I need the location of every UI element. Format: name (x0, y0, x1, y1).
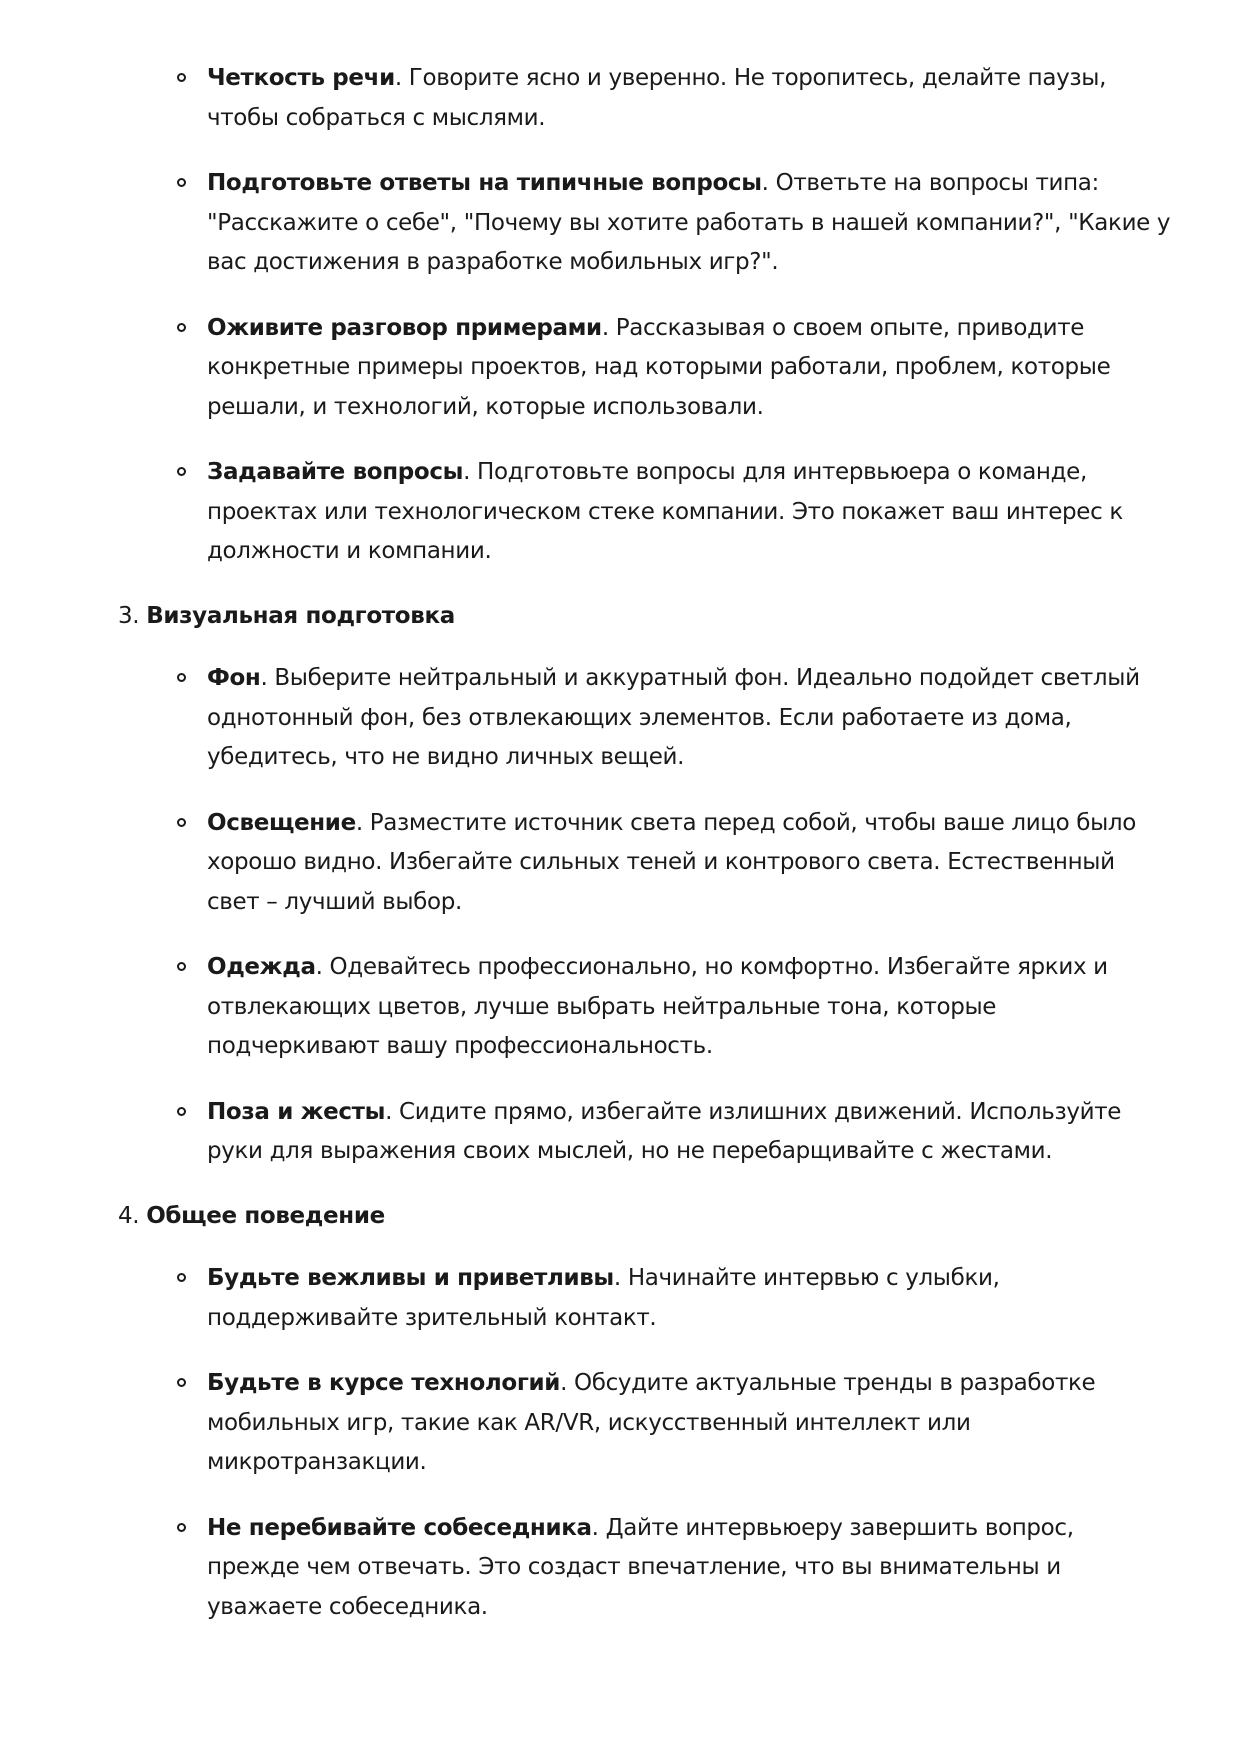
item-term: Фон (207, 665, 261, 691)
list-item-dont-interrupt (207, 1509, 1172, 1628)
hollow-circle-bullet-icon (177, 673, 186, 682)
list-item-background (207, 659, 1172, 778)
section-title: Визуальная подготовка (146, 603, 455, 629)
list-item-posture (207, 1093, 1172, 1172)
item-text: . Сидите прямо, избегайте излишних движений. Используйте руки для выражения своих мыслей, но не перебарщивайте с жестами. (207, 1098, 1122, 1164)
section-number: 3. (118, 603, 140, 629)
item-term: Будьте в курсе технологий (207, 1370, 561, 1396)
hollow-circle-bullet-icon (177, 467, 186, 476)
item-term: Задавайте вопросы (207, 459, 464, 485)
item-term: Не перебивайте собеседника (207, 1514, 592, 1541)
item-text: . Разместите источник света перед собой, чтобы ваше лицо было хорошо видно. Избегайте сильных теней и контрового света. Естественный свет – лучший выбор. (207, 809, 1137, 915)
item-text: . Подготовьте вопросы для интервьюера о команде, проектах или технологическом стеке компании. Это покажет ваш интерес к должности и компании. (207, 459, 1123, 564)
item-term: Освещение (207, 809, 356, 836)
item-term: Подготовьте ответы на типичные вопросы (207, 170, 762, 196)
section-heading-visual-prep (118, 597, 455, 637)
hollow-circle-bullet-icon (177, 323, 186, 332)
list-item-clothing (207, 948, 1172, 1067)
hollow-circle-bullet-icon (177, 1107, 186, 1116)
item-text: . Выберите нейтральный и аккуратный фон. Идеально подойдет светлый однотонный фон, без отвлекающих элементов. Если работаете из дома, убедитесь, что не видно личных вещей. (207, 665, 1140, 770)
item-text: . Ответьте на вопросы типа: "Расскажите о себе", "Почему вы хотите работать в нашей компании?", "Какие у вас достижения в разработке мобильных игр?". (207, 170, 1171, 275)
item-term: Будьте вежливы и приветливы (207, 1265, 614, 1291)
item-text: . Начинайте интервью с улыбки, поддерживайте зрительный контакт. (207, 1265, 1000, 1331)
list-item-lighting (207, 804, 1172, 923)
item-term: Одежда (207, 954, 316, 980)
hollow-circle-bullet-icon (177, 1273, 186, 1282)
section-title: Общее поведение (146, 1203, 385, 1229)
item-term: Четкость речи (207, 65, 395, 91)
item-term: Оживите разговор примерами (207, 314, 602, 341)
item-text: . Рассказывая о своем опыте, приводите конкретные примеры проектов, над которыми работали, проблем, которые решали, и технологий, которые использовали. (207, 314, 1111, 420)
list-item-ask-questions (207, 453, 1172, 572)
hollow-circle-bullet-icon (177, 818, 186, 827)
item-text: . Говорите ясно и уверенно. Не торопитесь, делайте паузы, чтобы собраться с мыслями. (207, 65, 1107, 131)
item-text: . Дайте интервьюеру завершить вопрос, прежде чем отвечать. Это создаст впечатление, что вы внимательны и уважаете собеседника. (207, 1514, 1074, 1620)
hollow-circle-bullet-icon (177, 178, 186, 187)
section-3-list (207, 659, 1172, 1172)
section-number: 4. (118, 1203, 140, 1229)
list-item-be-polite (207, 1259, 1172, 1338)
list-item-speech-clarity (207, 59, 1172, 138)
hollow-circle-bullet-icon (177, 1523, 186, 1532)
section-heading-general-behavior (118, 1197, 385, 1237)
hollow-circle-bullet-icon (177, 962, 186, 971)
list-item-typical-answers (207, 164, 1172, 283)
item-text: . Обсудите актуальные тренды в разработке мобильных игр, такие как AR/VR, искусственный интеллект или микротранзакции. (207, 1370, 1096, 1475)
list-item-tech-trends (207, 1364, 1172, 1483)
item-text: . Одевайтесь профессионально, но комфортно. Избегайте ярких и отвлекающих цветов, лучше выбрать нейтральные тона, которые подчеркивают вашу профессиональность. (207, 954, 1108, 1059)
hollow-circle-bullet-icon (177, 73, 186, 82)
item-term: Поза и жесты (207, 1098, 386, 1125)
section-4-list (207, 1259, 1172, 1627)
hollow-circle-bullet-icon (177, 1378, 186, 1387)
list-continuation (207, 59, 1172, 572)
list-item-examples (207, 309, 1172, 428)
